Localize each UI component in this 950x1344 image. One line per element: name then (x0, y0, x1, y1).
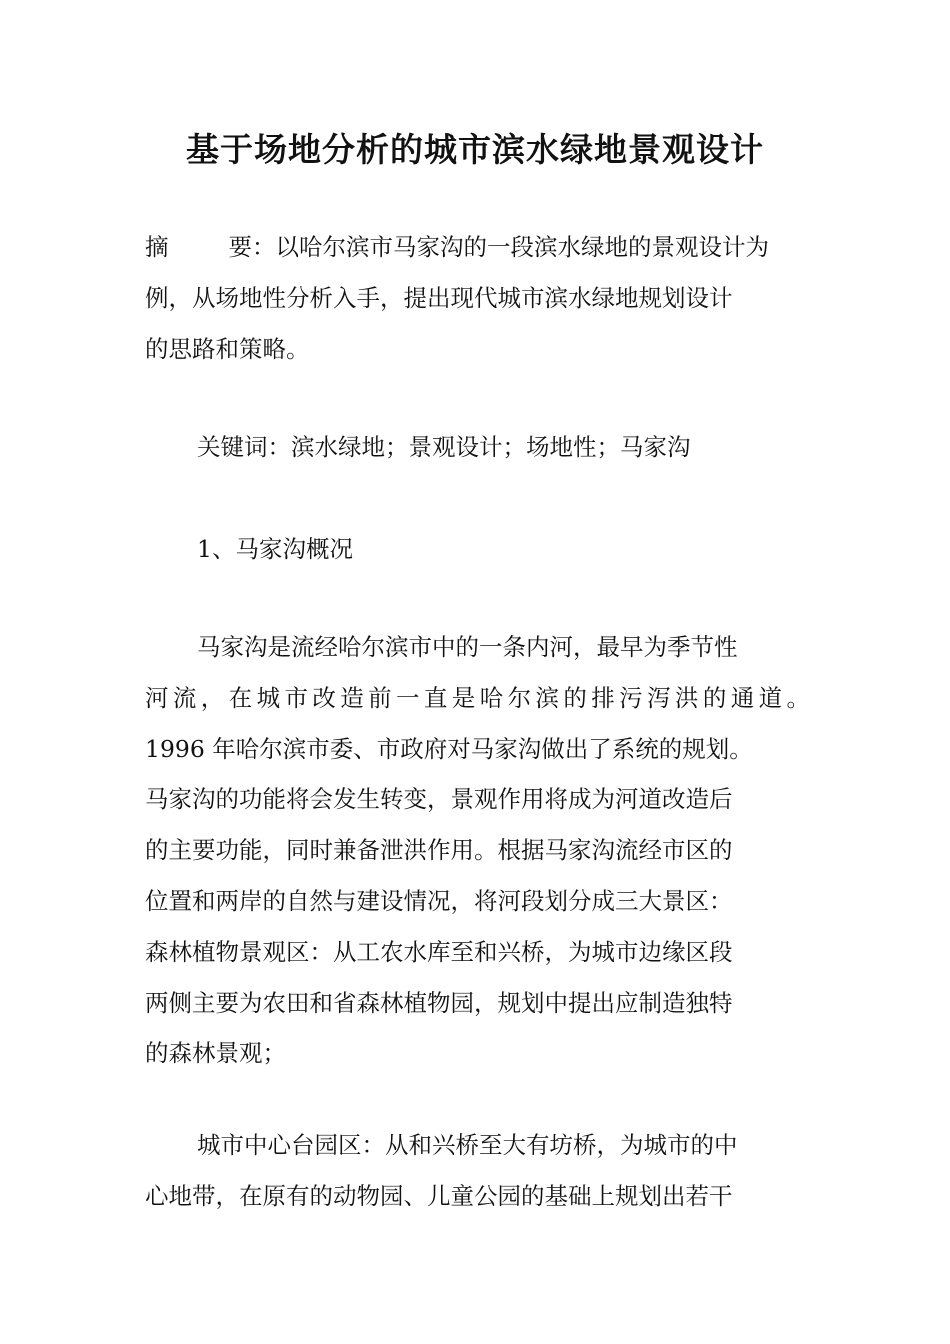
paragraph-1-line-6: 位置和两岸的自然与建设情况，将河段划分成三大景区： (145, 886, 733, 915)
document-title: 基于场地分析的城市滨水绿地景观设计 (186, 130, 764, 169)
paragraph-1 (145, 622, 810, 1079)
abstract-text-1: 以哈尔滨市马家沟的一段滨水绿地的景观设计为 (275, 233, 769, 261)
paragraph-2-line-2: 心地带，在原有的动物园、儿童公园的基础上规划出若干 (145, 1181, 733, 1210)
abstract-label-right: 要： (228, 233, 276, 261)
section-1 (145, 524, 810, 575)
abstract-line-3: 的思路和策略。 (145, 334, 310, 363)
paragraph-1-line-2: 河流，在城市改造前一直是哈尔滨的排污泻洪的通道。 (145, 683, 810, 712)
abstract-line-1 (145, 222, 810, 273)
paragraph-1-line-3: 1996 年哈尔滨市委、市政府对马家沟做出了系统的规划。 (145, 734, 753, 763)
keywords-block (145, 422, 810, 473)
keywords: 关键词：滨水绿地；景观设计；场地性；马家沟 (197, 433, 691, 461)
paragraph-1-line-8: 两侧主要为农田和省森林植物园，规划中提出应制造独特 (145, 988, 733, 1017)
abstract (145, 222, 810, 374)
abstract-label-left: 摘 (145, 233, 169, 261)
paragraph-2 (145, 1120, 810, 1222)
section-1-heading: 1、马家沟概况 (197, 535, 353, 563)
paragraph-2-line-1: 城市中心台园区：从和兴桥至大有坊桥，为城市的中 (197, 1131, 738, 1159)
paragraph-1-line-9: 的森林景观； (145, 1039, 286, 1068)
paragraph-1-line-7: 森林植物景观区：从工农水库至和兴桥，为城市边缘区段 (145, 937, 733, 966)
paragraph-1-line-4: 马家沟的功能将会发生转变，景观作用将成为河道改造后 (145, 785, 733, 814)
paragraph-1-line-1: 马家沟是流经哈尔滨市中的一条内河，最早为季节性 (197, 633, 738, 661)
abstract-line-2: 例，从场地性分析入手，提出现代城市滨水绿地规划设计 (145, 283, 733, 312)
paragraph-1-line-5: 的主要功能，同时兼备泄洪作用。根据马家沟流经市区的 (145, 836, 733, 865)
